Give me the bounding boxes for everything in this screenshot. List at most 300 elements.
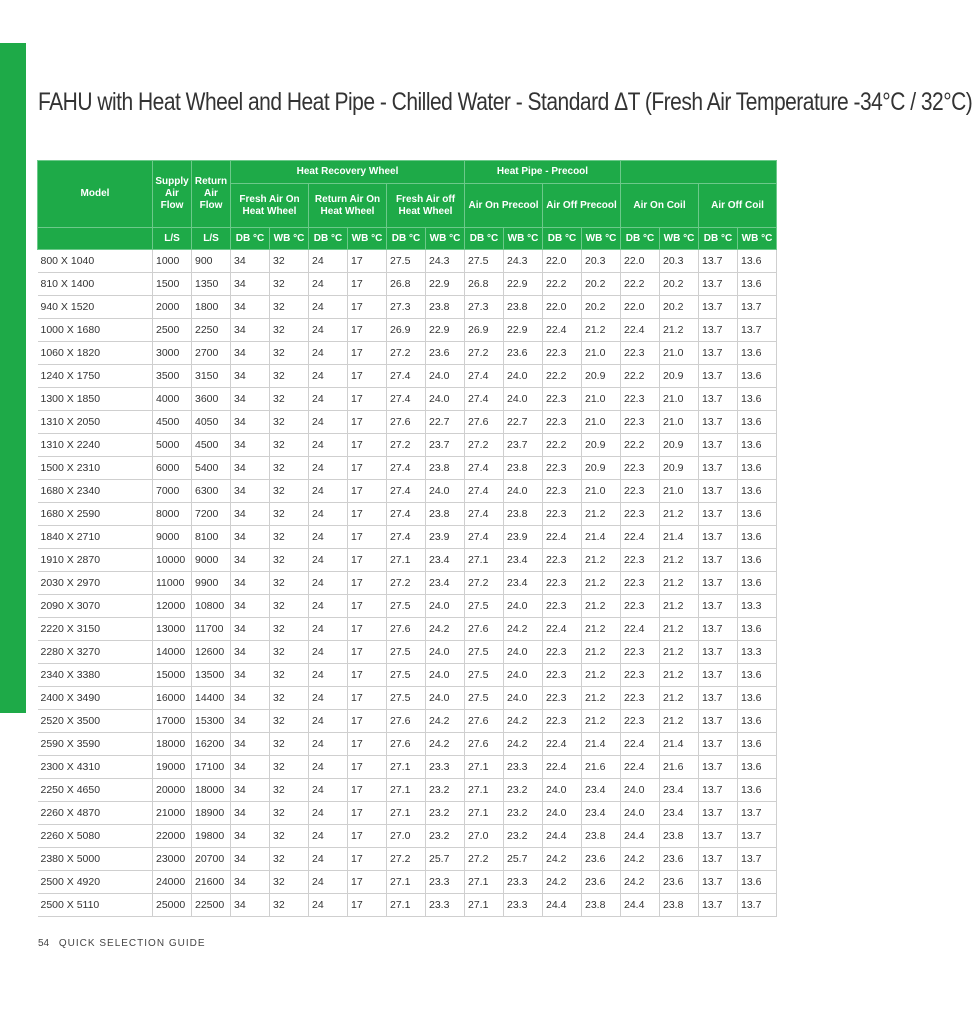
value-cell: 22.9 <box>426 273 465 296</box>
value-cell: 24.2 <box>621 848 660 871</box>
value-cell: 22.3 <box>543 480 582 503</box>
value-cell: 21.6 <box>660 756 699 779</box>
value-cell: 17 <box>348 273 387 296</box>
value-cell: 11000 <box>153 572 192 595</box>
value-cell: 32 <box>270 342 309 365</box>
value-cell: 22.3 <box>543 457 582 480</box>
value-cell: 2250 <box>192 319 231 342</box>
value-cell: 26.8 <box>387 273 426 296</box>
value-cell: 2000 <box>153 296 192 319</box>
value-cell: 24 <box>309 480 348 503</box>
value-cell: 22.3 <box>543 342 582 365</box>
value-cell: 34 <box>231 894 270 917</box>
value-cell: 13.7 <box>699 756 738 779</box>
value-cell: 27.5 <box>465 595 504 618</box>
value-cell: 21.2 <box>582 641 621 664</box>
value-cell: 24 <box>309 388 348 411</box>
value-cell: 19800 <box>192 825 231 848</box>
value-cell: 24 <box>309 825 348 848</box>
value-cell: 26.9 <box>465 319 504 342</box>
value-cell: 17 <box>348 733 387 756</box>
value-cell: 27.4 <box>387 457 426 480</box>
value-cell: 27.3 <box>465 296 504 319</box>
value-cell: 23.8 <box>504 503 543 526</box>
value-cell: 17 <box>348 595 387 618</box>
value-cell: 32 <box>270 733 309 756</box>
value-cell: 27.5 <box>465 250 504 273</box>
value-cell: 32 <box>270 526 309 549</box>
value-cell: 17 <box>348 319 387 342</box>
value-cell: 21600 <box>192 871 231 894</box>
unit-ls: L/S <box>153 228 192 250</box>
value-cell: 17 <box>348 526 387 549</box>
value-cell: 32 <box>270 641 309 664</box>
coil-group-header <box>621 161 777 184</box>
model-cell: 1240 X 1750 <box>38 365 153 388</box>
table-row <box>38 641 777 664</box>
model-cell: 2340 X 3380 <box>38 664 153 687</box>
value-cell: 2500 <box>153 319 192 342</box>
value-cell: 21.2 <box>582 503 621 526</box>
table-row <box>38 365 777 388</box>
value-cell: 17 <box>348 411 387 434</box>
unit-wb: WB °C <box>270 228 309 250</box>
value-cell: 17 <box>348 296 387 319</box>
value-cell: 24 <box>309 319 348 342</box>
value-cell: 34 <box>231 480 270 503</box>
model-cell: 1300 X 1850 <box>38 388 153 411</box>
value-cell: 24 <box>309 756 348 779</box>
value-cell: 34 <box>231 388 270 411</box>
value-cell: 22.3 <box>621 457 660 480</box>
value-cell: 12600 <box>192 641 231 664</box>
value-cell: 22.3 <box>543 503 582 526</box>
value-cell: 13.6 <box>738 342 777 365</box>
model-cell: 1000 X 1680 <box>38 319 153 342</box>
value-cell: 9000 <box>192 549 231 572</box>
value-cell: 24.3 <box>504 250 543 273</box>
table-row <box>38 273 777 296</box>
value-cell: 34 <box>231 595 270 618</box>
value-cell: 22.3 <box>543 411 582 434</box>
table-row <box>38 342 777 365</box>
value-cell: 23.9 <box>426 526 465 549</box>
value-cell: 34 <box>231 457 270 480</box>
air-off-coil-header: Air Off Coil <box>699 184 777 228</box>
value-cell: 34 <box>231 296 270 319</box>
value-cell: 27.1 <box>387 756 426 779</box>
value-cell: 24.0 <box>621 779 660 802</box>
value-cell: 24 <box>309 365 348 388</box>
model-cell: 2380 X 5000 <box>38 848 153 871</box>
value-cell: 23.8 <box>426 457 465 480</box>
value-cell: 20.9 <box>582 457 621 480</box>
value-cell: 23.8 <box>582 825 621 848</box>
value-cell: 27.6 <box>387 710 426 733</box>
unit-wb: WB °C <box>504 228 543 250</box>
value-cell: 13.6 <box>738 687 777 710</box>
value-cell: 27.5 <box>387 595 426 618</box>
page-title: FAHU with Heat Wheel and Heat Pipe - Chilled Water - Standard ΔT (Fresh Air Temperature -34°C / 32°C) <box>38 88 972 116</box>
value-cell: 21.2 <box>582 549 621 572</box>
value-cell: 13.7 <box>699 848 738 871</box>
heat-recovery-wheel-header: Heat Recovery Wheel <box>231 161 465 184</box>
value-cell: 24.0 <box>543 779 582 802</box>
value-cell: 27.5 <box>465 641 504 664</box>
value-cell: 27.1 <box>465 871 504 894</box>
value-cell: 21.2 <box>660 319 699 342</box>
value-cell: 22.3 <box>621 710 660 733</box>
value-cell: 27.4 <box>387 480 426 503</box>
value-cell: 27.1 <box>465 802 504 825</box>
value-cell: 22.4 <box>621 733 660 756</box>
value-cell: 22.2 <box>543 434 582 457</box>
value-cell: 13.7 <box>699 825 738 848</box>
value-cell: 32 <box>270 871 309 894</box>
value-cell: 13.7 <box>699 526 738 549</box>
value-cell: 23.4 <box>582 802 621 825</box>
value-cell: 27.5 <box>465 687 504 710</box>
table-row <box>38 411 777 434</box>
value-cell: 22.9 <box>504 273 543 296</box>
table-row <box>38 296 777 319</box>
model-cell: 2260 X 5080 <box>38 825 153 848</box>
value-cell: 13.7 <box>699 365 738 388</box>
value-cell: 26.8 <box>465 273 504 296</box>
value-cell: 32 <box>270 296 309 319</box>
value-cell: 22.9 <box>426 319 465 342</box>
value-cell: 13.6 <box>738 273 777 296</box>
model-cell: 2090 X 3070 <box>38 595 153 618</box>
value-cell: 32 <box>270 664 309 687</box>
model-cell: 800 X 1040 <box>38 250 153 273</box>
value-cell: 23.4 <box>660 802 699 825</box>
value-cell: 13.7 <box>699 434 738 457</box>
value-cell: 23.3 <box>426 894 465 917</box>
value-cell: 1500 <box>153 273 192 296</box>
value-cell: 24.2 <box>543 871 582 894</box>
value-cell: 13.6 <box>738 618 777 641</box>
value-cell: 2700 <box>192 342 231 365</box>
value-cell: 27.2 <box>387 848 426 871</box>
value-cell: 1000 <box>153 250 192 273</box>
value-cell: 21.2 <box>660 503 699 526</box>
value-cell: 34 <box>231 342 270 365</box>
value-cell: 23.8 <box>426 296 465 319</box>
value-cell: 17 <box>348 388 387 411</box>
value-cell: 22.3 <box>543 710 582 733</box>
table-row <box>38 802 777 825</box>
value-cell: 24 <box>309 595 348 618</box>
value-cell: 32 <box>270 710 309 733</box>
value-cell: 4050 <box>192 411 231 434</box>
unit-wb: WB °C <box>660 228 699 250</box>
value-cell: 26.9 <box>387 319 426 342</box>
unit-db: DB °C <box>231 228 270 250</box>
model-cell: 2520 X 3500 <box>38 710 153 733</box>
value-cell: 12000 <box>153 595 192 618</box>
value-cell: 13.6 <box>738 572 777 595</box>
value-cell: 24 <box>309 457 348 480</box>
value-cell: 21.2 <box>582 595 621 618</box>
value-cell: 15000 <box>153 664 192 687</box>
value-cell: 20.2 <box>660 296 699 319</box>
value-cell: 24.2 <box>504 618 543 641</box>
value-cell: 21.2 <box>660 687 699 710</box>
value-cell: 27.1 <box>387 871 426 894</box>
value-cell: 21.2 <box>660 618 699 641</box>
value-cell: 11700 <box>192 618 231 641</box>
value-cell: 13.7 <box>738 825 777 848</box>
value-cell: 22.4 <box>543 526 582 549</box>
model-cell: 1840 X 2710 <box>38 526 153 549</box>
value-cell: 24.0 <box>426 480 465 503</box>
model-cell: 1310 X 2050 <box>38 411 153 434</box>
value-cell: 22.4 <box>621 618 660 641</box>
value-cell: 23.4 <box>426 549 465 572</box>
value-cell: 17 <box>348 434 387 457</box>
value-cell: 900 <box>192 250 231 273</box>
value-cell: 27.4 <box>465 480 504 503</box>
value-cell: 23.6 <box>504 342 543 365</box>
value-cell: 22.3 <box>621 503 660 526</box>
value-cell: 23.2 <box>504 802 543 825</box>
value-cell: 22.3 <box>621 342 660 365</box>
table-row <box>38 503 777 526</box>
value-cell: 23.6 <box>660 871 699 894</box>
value-cell: 13000 <box>153 618 192 641</box>
value-cell: 21.6 <box>582 756 621 779</box>
value-cell: 22.3 <box>621 572 660 595</box>
value-cell: 13.7 <box>699 894 738 917</box>
table-row <box>38 549 777 572</box>
value-cell: 21.0 <box>660 411 699 434</box>
value-cell: 32 <box>270 457 309 480</box>
value-cell: 24 <box>309 434 348 457</box>
value-cell: 13.7 <box>699 411 738 434</box>
model-cell: 2590 X 3590 <box>38 733 153 756</box>
value-cell: 17 <box>348 779 387 802</box>
value-cell: 32 <box>270 503 309 526</box>
value-cell: 24.4 <box>543 894 582 917</box>
value-cell: 32 <box>270 273 309 296</box>
value-cell: 34 <box>231 848 270 871</box>
value-cell: 24.0 <box>504 480 543 503</box>
value-cell: 20000 <box>153 779 192 802</box>
value-cell: 23.6 <box>582 871 621 894</box>
value-cell: 34 <box>231 779 270 802</box>
value-cell: 21.2 <box>582 618 621 641</box>
value-cell: 27.0 <box>465 825 504 848</box>
table-row <box>38 848 777 871</box>
value-cell: 22.4 <box>621 756 660 779</box>
value-cell: 34 <box>231 365 270 388</box>
value-cell: 20.2 <box>660 273 699 296</box>
value-cell: 22.7 <box>504 411 543 434</box>
value-cell: 20.3 <box>660 250 699 273</box>
value-cell: 27.2 <box>465 434 504 457</box>
value-cell: 13.7 <box>699 388 738 411</box>
value-cell: 13.6 <box>738 365 777 388</box>
table-row <box>38 526 777 549</box>
value-cell: 24.0 <box>426 664 465 687</box>
value-cell: 22.3 <box>543 595 582 618</box>
table-row <box>38 871 777 894</box>
value-cell: 23.8 <box>504 457 543 480</box>
value-cell: 17 <box>348 825 387 848</box>
heat-pipe-precool-header: Heat Pipe - Precool <box>465 161 621 184</box>
value-cell: 24 <box>309 733 348 756</box>
value-cell: 27.4 <box>387 365 426 388</box>
value-cell: 13.7 <box>699 319 738 342</box>
unit-wb: WB °C <box>348 228 387 250</box>
air-on-coil-header: Air On Coil <box>621 184 699 228</box>
value-cell: 23.4 <box>660 779 699 802</box>
value-cell: 13.3 <box>738 595 777 618</box>
value-cell: 13.6 <box>738 779 777 802</box>
value-cell: 13.7 <box>699 250 738 273</box>
value-cell: 24.0 <box>504 641 543 664</box>
value-cell: 23.3 <box>504 756 543 779</box>
value-cell: 24.2 <box>621 871 660 894</box>
value-cell: 13.7 <box>699 618 738 641</box>
value-cell: 22.4 <box>543 618 582 641</box>
value-cell: 9900 <box>192 572 231 595</box>
value-cell: 17 <box>348 618 387 641</box>
value-cell: 27.0 <box>387 825 426 848</box>
value-cell: 34 <box>231 802 270 825</box>
value-cell: 34 <box>231 825 270 848</box>
value-cell: 22.3 <box>621 664 660 687</box>
value-cell: 32 <box>270 687 309 710</box>
value-cell: 27.6 <box>387 618 426 641</box>
value-cell: 21.2 <box>660 572 699 595</box>
value-cell: 34 <box>231 733 270 756</box>
value-cell: 24 <box>309 342 348 365</box>
value-cell: 22.3 <box>621 595 660 618</box>
supply-air-flow-header: Supply Air Flow <box>153 161 192 228</box>
value-cell: 32 <box>270 411 309 434</box>
value-cell: 17 <box>348 848 387 871</box>
value-cell: 27.4 <box>387 388 426 411</box>
table-row <box>38 710 777 733</box>
value-cell: 17 <box>348 250 387 273</box>
value-cell: 13.6 <box>738 871 777 894</box>
value-cell: 21.2 <box>660 664 699 687</box>
value-cell: 24.0 <box>621 802 660 825</box>
value-cell: 13.6 <box>738 388 777 411</box>
value-cell: 24 <box>309 296 348 319</box>
value-cell: 32 <box>270 319 309 342</box>
value-cell: 24 <box>309 802 348 825</box>
value-cell: 4500 <box>192 434 231 457</box>
value-cell: 13.6 <box>738 549 777 572</box>
value-cell: 22.4 <box>621 526 660 549</box>
value-cell: 5000 <box>153 434 192 457</box>
value-cell: 34 <box>231 411 270 434</box>
model-unit-header <box>38 228 153 250</box>
value-cell: 24 <box>309 848 348 871</box>
value-cell: 27.2 <box>387 572 426 595</box>
value-cell: 27.5 <box>465 664 504 687</box>
value-cell: 21.2 <box>660 641 699 664</box>
value-cell: 13.6 <box>738 756 777 779</box>
air-on-precool-header: Air On Precool <box>465 184 543 228</box>
value-cell: 34 <box>231 664 270 687</box>
value-cell: 25000 <box>153 894 192 917</box>
value-cell: 23.3 <box>504 894 543 917</box>
value-cell: 10000 <box>153 549 192 572</box>
value-cell: 21.0 <box>660 480 699 503</box>
value-cell: 21.2 <box>582 319 621 342</box>
value-cell: 24.0 <box>504 664 543 687</box>
value-cell: 24.0 <box>426 388 465 411</box>
value-cell: 18000 <box>153 733 192 756</box>
value-cell: 27.2 <box>387 434 426 457</box>
value-cell: 32 <box>270 549 309 572</box>
value-cell: 21.2 <box>582 687 621 710</box>
value-cell: 21.2 <box>660 549 699 572</box>
value-cell: 17000 <box>153 710 192 733</box>
value-cell: 17 <box>348 894 387 917</box>
value-cell: 1800 <box>192 296 231 319</box>
model-cell: 2500 X 4920 <box>38 871 153 894</box>
value-cell: 21.4 <box>660 526 699 549</box>
value-cell: 13.7 <box>738 848 777 871</box>
value-cell: 6300 <box>192 480 231 503</box>
model-cell: 1910 X 2870 <box>38 549 153 572</box>
value-cell: 23000 <box>153 848 192 871</box>
value-cell: 22.0 <box>543 296 582 319</box>
value-cell: 7000 <box>153 480 192 503</box>
value-cell: 27.6 <box>387 733 426 756</box>
value-cell: 34 <box>231 250 270 273</box>
value-cell: 27.2 <box>387 342 426 365</box>
value-cell: 13.6 <box>738 480 777 503</box>
value-cell: 23.8 <box>582 894 621 917</box>
value-cell: 24.0 <box>426 687 465 710</box>
value-cell: 24 <box>309 273 348 296</box>
value-cell: 27.4 <box>465 388 504 411</box>
value-cell: 13500 <box>192 664 231 687</box>
value-cell: 13.7 <box>738 802 777 825</box>
model-cell: 2400 X 3490 <box>38 687 153 710</box>
performance-table <box>37 160 777 917</box>
value-cell: 22.4 <box>543 733 582 756</box>
value-cell: 20.2 <box>582 296 621 319</box>
model-cell: 1680 X 2340 <box>38 480 153 503</box>
value-cell: 32 <box>270 894 309 917</box>
unit-db: DB °C <box>465 228 504 250</box>
value-cell: 13.3 <box>738 641 777 664</box>
value-cell: 21.0 <box>582 411 621 434</box>
value-cell: 22.3 <box>621 687 660 710</box>
value-cell: 27.4 <box>387 526 426 549</box>
value-cell: 22.2 <box>621 434 660 457</box>
value-cell: 13.7 <box>699 549 738 572</box>
value-cell: 24.2 <box>504 710 543 733</box>
model-cell: 2300 X 4310 <box>38 756 153 779</box>
model-cell: 2280 X 3270 <box>38 641 153 664</box>
guide-title: QUICK SELECTION GUIDE <box>58 938 206 949</box>
value-cell: 22.3 <box>543 572 582 595</box>
value-cell: 27.6 <box>465 710 504 733</box>
value-cell: 24.2 <box>426 710 465 733</box>
value-cell: 24 <box>309 641 348 664</box>
value-cell: 27.1 <box>465 779 504 802</box>
value-cell: 22.3 <box>543 388 582 411</box>
value-cell: 17 <box>348 365 387 388</box>
